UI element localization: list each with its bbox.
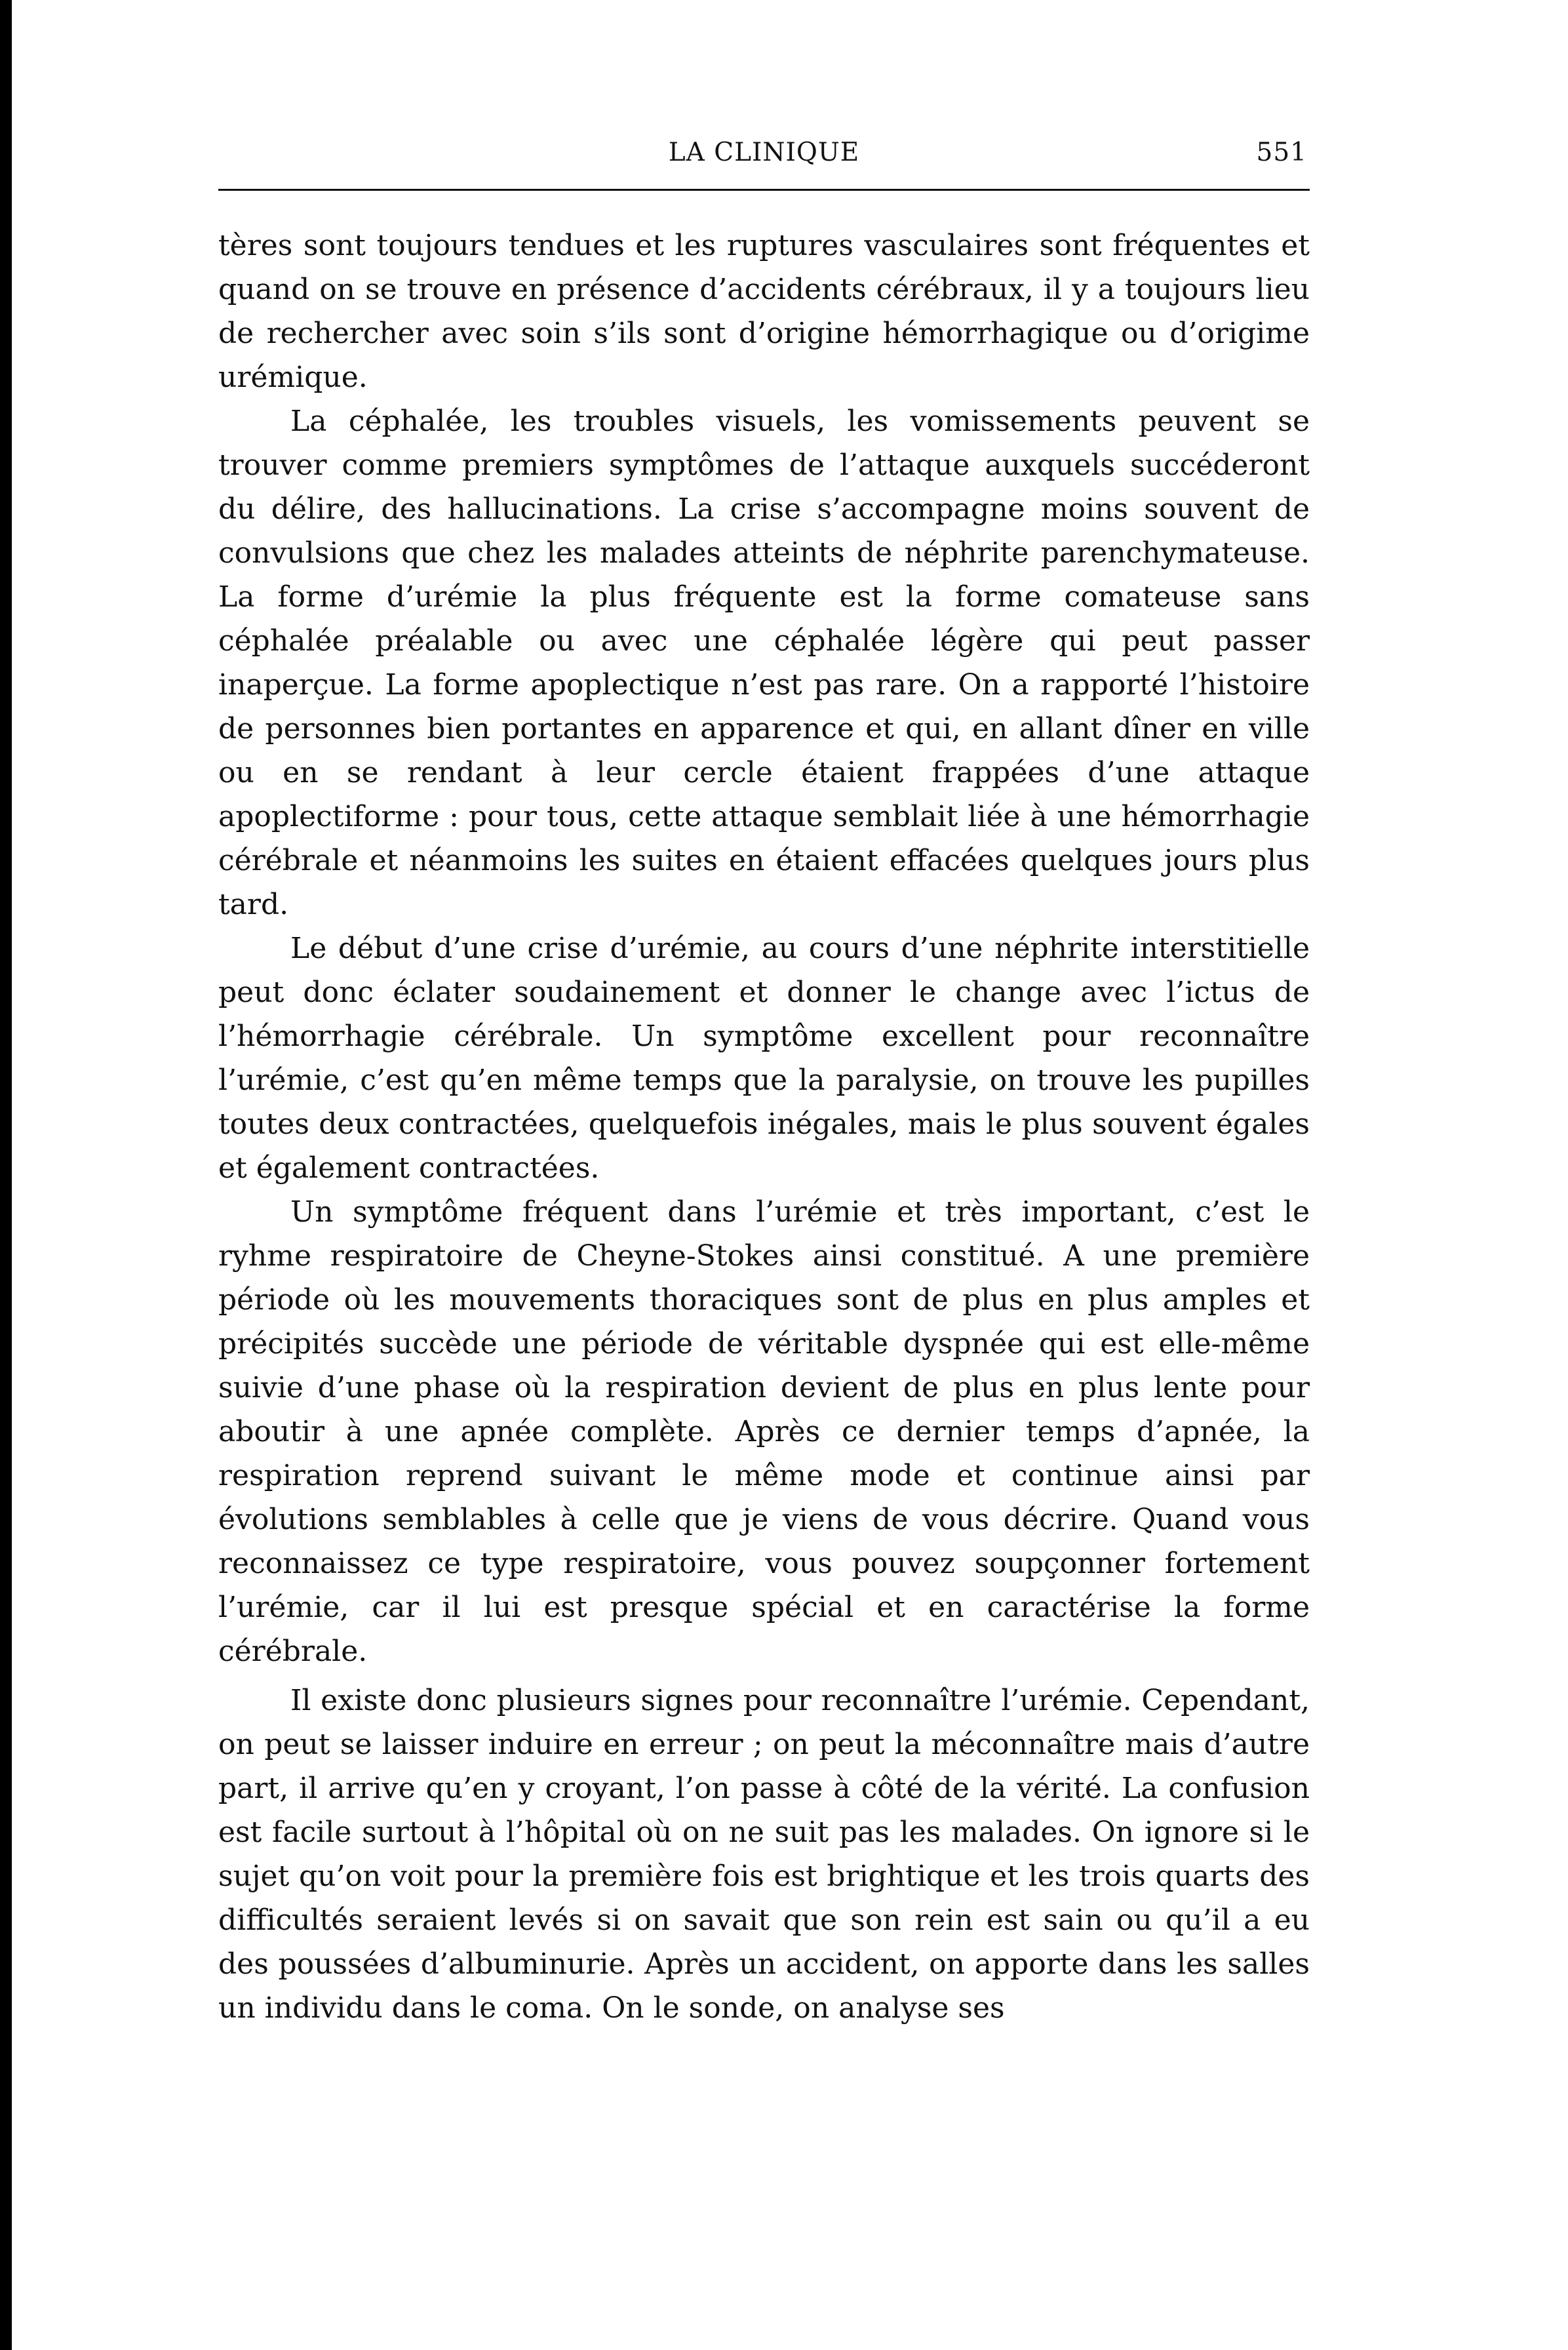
paragraph-3: Le début d’une crise d’urémie, au cours d’une néphrite interstitielle peut donc éclater soudainement et donner le change avec l’ictus de l’hémorrhagie cérébrale. Un symptôme excellent pour reconnaître l’urémie, c’est qu’en même temps que la paralysie, on trouve les pupilles toutes deux contractées, quelquefois inégales, mais le plus souvent égales et également contractées. — [218, 932, 1310, 1185]
paragraph-5: Il existe donc plusieurs signes pour reconnaître l’urémie. Cependant, on peut se laisser induire en erreur ; on peut la méconnaître mais d’autre part, il arrive qu’en y croyant, l’on passe à côté de la vérité. La confusion est facile surtout à l’hôpital où on ne suit pas les malades. On ignore si le sujet qu’on voit pour la première fois est brightique et les trois quarts des difficultés seraient levés si on savait que son rein est sain ou qu’il a eu des poussées d’albuminurie. Après un accident, on apporte dans les salles un individu dans le coma. On le sonde, on analyse ses — [218, 1684, 1310, 2025]
paragraph-4: Un symptôme fréquent dans l’urémie et très important, c’est le ryhme respiratoire de Cheyne-Stokes ainsi constitué. A une première période où les mouvements thoraciques sont de plus en plus amples et précipités succède une période de véritable dyspnée qui est elle-même suivie d’une phase où la respiration devient de plus en plus lente pour aboutir à une apnée complète. Après ce dernier temps d’apnée, la respiration reprend suivant le même mode et continue ainsi par évolutions semblables à celle que je viens de vous décrire. Quand vous reconnaissez ce type respiratoire, vous pouvez soupçonner fortement l’urémie, car il lui est presque spécial et en caractérise la forme cérébrale. — [218, 1195, 1310, 1668]
paragraph-1: tères sont toujours tendues et les ruptures vasculaires sont fréquentes et quand on se trouve en présence d’accidents cérébraux, il y a toujours lieu de rechercher avec soin s’ils sont d’origine hémorrhagique ou d’origime urémique. — [218, 229, 1310, 394]
scan-edge-bar — [0, 0, 12, 2350]
page — [218, 138, 1310, 2030]
paragraph-2: La céphalée, les troubles visuels, les vomissements peuvent se trouver comme premiers symptômes de l’attaque auxquels succéderont du délire, des hallucinations. La crise s’accompagne moins souvent de convulsions que chez les malades atteints de néphrite parenchymateuse. La forme d’urémie la plus fréquente est la forme comateuse sans céphalée préalable ou avec une céphalée légère qui peut passer inaperçue. La forme apoplectique n’est pas rare. On a rapporté l’histoire de personnes bien portantes en apparence et qui, en allant dîner en ville ou en se rendant à leur cercle étaient frappées d’une attaque apoplectiforme : pour tous, cette attaque semblait liée à une hémorrhagie cérébrale et néanmoins les suites en étaient effacées quelques jours plus tard. — [218, 405, 1310, 921]
running-title: LA CLINIQUE — [668, 138, 860, 167]
header-rule — [218, 189, 1310, 191]
body-text — [218, 224, 1310, 2030]
page-number: 551 — [1256, 138, 1307, 167]
running-head — [218, 138, 1310, 177]
